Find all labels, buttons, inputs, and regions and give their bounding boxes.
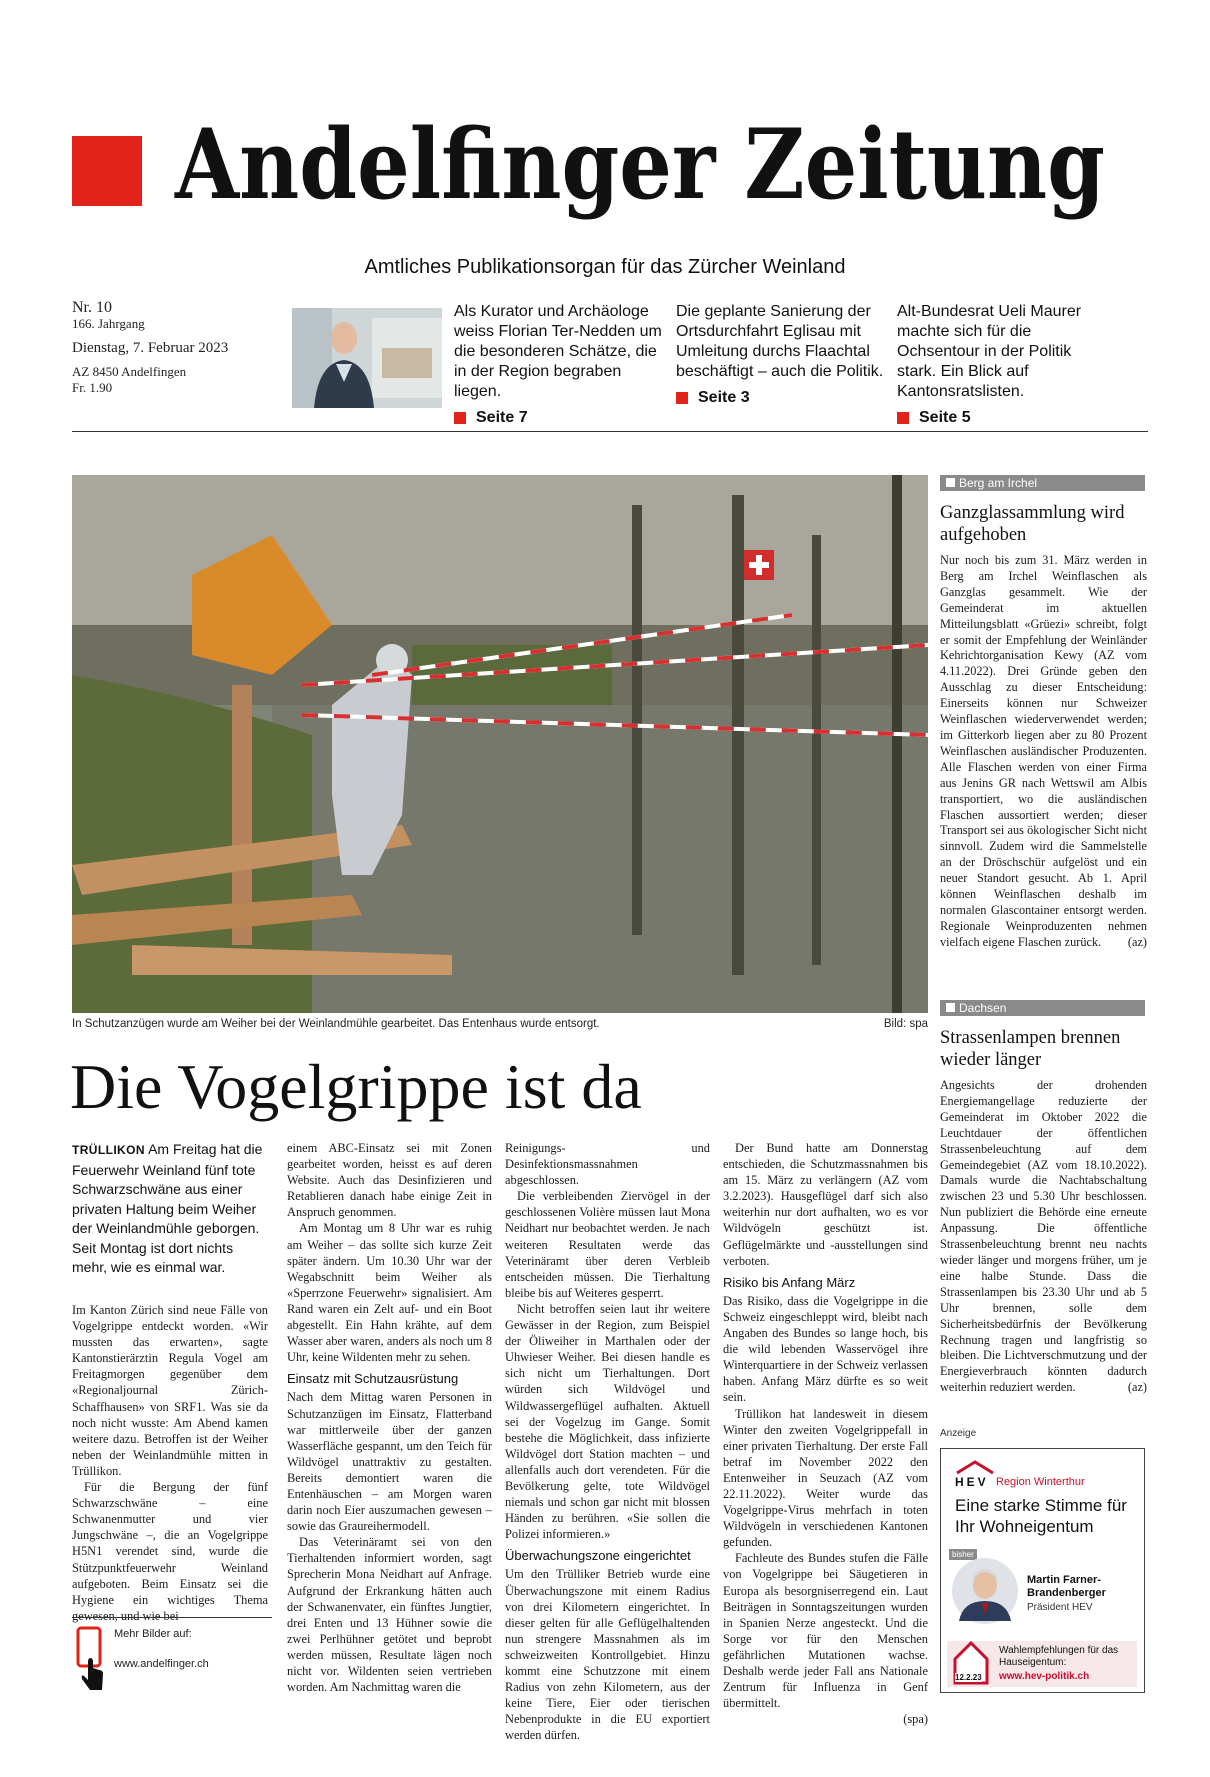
sidebar-signature: (az) xyxy=(1127,1380,1147,1395)
red-bullet-icon xyxy=(454,412,466,424)
teaser-3-page-link[interactable] xyxy=(897,408,1107,428)
issue-volume: 166. Jahrgang xyxy=(72,316,145,331)
article-lead xyxy=(72,1140,268,1278)
teaser-1[interactable] xyxy=(454,302,664,428)
masthead-subtitle: Amtliches Publikationsorgan für das Zürcher Weinland xyxy=(364,256,846,278)
paragraph: Um den Trülliker Betrieb wurde eine Überwachungszone mit einem Radius von drei Kilometern eingerichtet. In dieser gelten für alle Geflügelhaltenden nun strengere Massnahmen als im schweizweiten Kontrollgebiet. Hinzu kommt eine Schutzzone mit einem Radius von zehn Kilometern, aus der keine Tiere, Eier oder tierischen Nebenprodukte in die EU exportiert werden dürfen. xyxy=(505,1567,710,1743)
ad-date-badge: 12.2.23 xyxy=(955,1673,982,1682)
ad-badge: bisher xyxy=(949,1549,977,1560)
ad-role: Präsident HEV xyxy=(1027,1602,1093,1613)
more-pictures-url[interactable]: www.andelfinger.ch xyxy=(114,1658,209,1670)
red-bullet-icon xyxy=(676,392,688,404)
ad-portrait xyxy=(951,1557,1019,1625)
teaser-2-page-link[interactable] xyxy=(676,388,886,408)
teaser-2[interactable] xyxy=(676,302,886,408)
paragraph: einem ABC-Einsatz sei mit Zonen gearbeitet worden, heisst es auf deren Website. Auch das Desinfizieren und Retablieren danach habe einige Zeit in Anspruch genommen. xyxy=(287,1141,492,1220)
kicker-label: Dachsen xyxy=(959,1001,1007,1015)
article-column-2 xyxy=(287,1140,492,1695)
house-roof-icon xyxy=(955,1459,995,1475)
hev-advertisement[interactable] xyxy=(940,1448,1145,1693)
ad-person: Martin Farner-Brandenberger xyxy=(1027,1574,1106,1599)
paragraph: Im Kanton Zürich sind neue Fälle von Vogelgrippe entdeckt worden. «Wir mussten das erwarten», sagte Kantonstierärztin Regula Vogel am Freitagmorgen gegenüber dem «Regionaljournal Zürich-Schaffhausen» von SRF1. Was sie da noch nicht wusste: Am Abend kamen weitere dazu. Betroffen ist der Weiher neben der Weinlandmühle mitten in Trüllikon. xyxy=(72,1303,268,1478)
issue-number: Nr. 10 xyxy=(72,299,112,316)
photo-credit: Bild: spa xyxy=(883,1018,928,1030)
subheading: Überwachungszone eingerichtet xyxy=(505,1548,691,1564)
subheading: Einsatz mit Schutzausrüstung xyxy=(287,1371,459,1387)
subheading: Risiko bis Anfang März xyxy=(723,1274,856,1290)
issue-info xyxy=(72,300,228,396)
teaser-1-text: Als Kurator und Archäologe weiss Florian Ter-Nedden um die besonderen Schätze, die in der Region begraben liegen. xyxy=(454,303,662,400)
more-pictures-box[interactable] xyxy=(72,1617,272,1697)
paragraph: Für die Bergung der fünf Schwarzschwäne – eine Schwanenmutter und vier Jungschwäne –, die an Vogelgrippe H5N1 verendet sind, wurde die Stützpunktfeuerwehr Weinland aufgeboten. Beim Einsatz sei die Hygiene ein wichtiges Thema gewesen, und wie bei xyxy=(72,1480,268,1623)
photo-caption: In Schutzanzügen wurde am Weiher bei der Weinlandmühle gearbeitet. Das Entenhaus wurde entsorgt. xyxy=(72,1018,600,1030)
sidebar-text: Angesichts der drohenden Energiemangellage reduzierte der Gemeinderat im Oktober 2022 die Leuchtdauer der öffentlichen Strassenbeleuchtung auf dem Gemeindegebiet (AZ vom 18.10.2022). Damals wurde die Nachtabschaltung zwischen 23 und 5.30 Uhr beschlossen. Nun publiziert die Behörde eine erneute Anpassung. Die öffentliche Strassenbeleuchtung brennt neu nachts wieder länger und morgens früher, um je eine halbe Stunde. Dass die Strassenlampen bis 23.30 Uhr und ab 5 Uhr brennen, solle dem Sicherheitsbedürfnis der Bevölkerung Rechnung tragen und langfristig so bleiben. Die Lichtverschmutzung und der Energieverbrauch könnten dadurch weiterhin reduziert werden. xyxy=(940,1078,1147,1395)
paragraph: Das Risiko, dass die Vogelgrippe in die Schweiz eingeschleppt wird, bleibt nach Angaben des Bundes so lange hoch, bis die wild lebenden Wasservögel ihre Winterquartiere in der Schweiz verlassen haben. Anfang März dürfte es so weit sein. xyxy=(723,1293,928,1405)
paragraph: Nach dem Mittag waren Personen in Schutzanzügen im Einsatz, Flatterband war mittlerweile über der ganzen Wasserfläche gespannt, um den Teich für Wildvögel unattraktiv zu gestalten. Bereits demontiert waren die Entenhäuschen – am Morgen waren darin noch Eier auszumachen gewesen – sowie das Graureihermodell. xyxy=(287,1390,492,1534)
teaser-portrait-photo[interactable] xyxy=(292,308,442,408)
paragraph: Das Veterinäramt sei von den Tierhaltenden informiert worden, sagt Sprecherin Mona Neidhart auf Anfrage. Aufgrund der Erkrankung hätten auch der Schwanenvater, ein fünftes Jungtier, drei Enten und 13 Hühner sowie die zwei Perlhühner getötet und beprobt werden müssen, Resultate lägen noch nicht vor. Wildenten seien vertrieben worden. Am Nachmittag waren die xyxy=(287,1535,492,1695)
paragraph: Am Montag um 8 Uhr war es ruhig am Weiher – das sollte sich kurze Zeit später ändern. Um 10.30 Uhr war der Wegabschnitt beim Weiher als «Sperrzone Feuerwehr» signalisiert. Am Rand waren ein Zelt auf- und ein Boot abgestellt. Ein Hahn krähte, auf dem Wasser aber waren, anders als noch um 8 Uhr, keine Wildenten mehr zu sehen. xyxy=(287,1221,492,1365)
teaser-2-page: Seite 3 xyxy=(698,389,750,406)
article-signature: (spa) xyxy=(903,1712,928,1727)
ad-cta: Wahlempfehlungen für das Hauseigentum: xyxy=(999,1645,1119,1668)
dateline: TRÜLLIKON xyxy=(72,1143,145,1157)
sidebar-body-2 xyxy=(940,1078,1147,1396)
phone-tap-icon xyxy=(76,1626,106,1692)
paragraph: Reinigungs- und Desinfektionsmassnahmen abgeschlossen. xyxy=(505,1141,710,1188)
paragraph: Fachleute des Bundes stufen die Fälle von Vogelgrippe bei Säugetieren in Europa als besorgniserregend ein. Laut Beiträgen in Sonntagszeitungen wurden in Spanien Nerze angesteckt. Und die Sorge vor für den Menschen gefährlichen Mutationen wachse. Deshalb werde jeder Fall ans Nationale Zentrum für Influenza in Genf übermittelt. xyxy=(723,1551,928,1711)
paragraph: Der Bund hatte am Donnerstag entschieden, die Schutzmassnahmen bis am 15. März zu verlängern (AZ vom 3.2.2023). Hausgeflügel darf sich also weiterhin nur dort aufhalten, wo es vor Wildvögeln geschützt ist. Geflügelmärkte und -ausstellungen sind verboten. xyxy=(723,1141,928,1268)
brand-square-logo xyxy=(72,136,142,206)
teaser-1-page: Seite 7 xyxy=(476,409,528,426)
masthead-title: Andelfinger Zeitung xyxy=(174,108,1106,221)
ad-headline: Eine starke Stimme für Ihr Wohneigentum xyxy=(955,1496,1127,1536)
article-column-4 xyxy=(723,1140,928,1727)
sidebar-signature: (az) xyxy=(1127,934,1147,949)
ad-url[interactable]: www.hev-politik.ch xyxy=(999,1671,1090,1682)
kicker-square-icon xyxy=(946,478,955,487)
paragraph: Trüllikon hat landesweit in diesem Winter den zweiten Vogelgrippefall in einer privaten Tierhaltung. Der erste Fall betraf im November 2022 den Entenweiher in Seuzach (AZ vom 22.11.2022). Weiter wurde das Vogelgrippe-Virus mehrfach in toten Wildvögeln in verschiedenen Kantonen gefunden. xyxy=(723,1406,928,1550)
ad-label: Anzeige xyxy=(940,1428,977,1439)
sidebar-text: Nur noch bis zum 31. März werden in Berg am Irchel Weinflaschen als Ganzglas gesammelt. Wie der Gemeinderat im aktuellen Mitteilungsblatt «Grüezi» schreibt, folgt er somit der Empfehlung der Weinländer Kehrichtorganisation Kewy (AZ vom 4.11.2022). Drei Gründe geben den Ausschlag zu dieser Entscheidung: Einerseits können nur Schweizer Weinflaschen wiederverwendet werden; im Gitterkorb liegen aber zu 80 Prozent Weinflaschen ausländischer Produzenten. Alle Flaschen werden von einer Firma aus Jenins GR nach Wettswil am Albis transportiert, wo die ausländischen Flaschen aussortiert werden; dieser Transport sei aus ökologischer Sicht nicht sinnvoll. Zudem wird die Sammelstelle an der Dröschschür aufgelöst und ein neuer Standort gesucht. Ab 1. April können Weinflaschen deshalb im normalen Glascontainer entsorgt werden. Regionale Weinproduzenten nehmen vielfach eigene Flaschen zurück. xyxy=(940,553,1147,949)
paragraph: Die verbleibenden Ziervögel in der geschlossenen Volière müssen laut Mona Neidhart nur beobachtet werden. Je nach weiteren Resultaten werde das Veterinäramt über deren Verbleib entscheiden müssen. Die Tierhaltung bleibe bis auf Weiteres gesperrt. xyxy=(505,1189,710,1300)
kicker-square-icon xyxy=(946,1003,955,1012)
masthead-logo xyxy=(160,70,1120,260)
sidebar-title-1[interactable]: Ganzglassammlung wird aufgehoben xyxy=(940,503,1125,545)
teaser-3-text: Alt-Bundesrat Ueli Maurer machte sich für die Ochsentour in der Politik stark. Ein Blick auf Kantonsratslisten. xyxy=(897,303,1082,400)
issue-price: Fr. 1.90 xyxy=(72,380,113,395)
lead-text: Am Freitag hat die Feuerwehr Weinland fünf tote Schwarzschwäne aus einer privaten Haltung beim Weiher der Weinlandmühle geborgen. Seit Montag ist dort nichts mehr, wie es einmal war. xyxy=(72,1141,263,1275)
sidebar-title-2[interactable]: Strassenlampen brennen wieder länger xyxy=(940,1028,1121,1070)
sidebar-kicker-2 xyxy=(940,1000,1145,1016)
teaser-3[interactable] xyxy=(897,302,1107,428)
header-divider xyxy=(72,431,1148,432)
sidebar-kicker-1 xyxy=(940,475,1145,491)
teaser-2-text: Die geplante Sanierung der Ortsdurchfahrt Eglisau mit Umleitung durchs Flaachtal beschäftigt – auch die Politik. xyxy=(676,303,884,380)
ad-brand: HEV xyxy=(955,1475,989,1489)
teaser-3-page: Seite 5 xyxy=(919,409,971,426)
more-pictures-label: Mehr Bilder auf: xyxy=(114,1628,192,1640)
ad-region: Region Winterthur xyxy=(996,1476,1085,1488)
red-bullet-icon xyxy=(897,412,909,424)
main-story-photo[interactable] xyxy=(72,475,928,1013)
kicker-label: Berg am Irchel xyxy=(959,476,1038,490)
article-column-1 xyxy=(72,1302,268,1624)
issue-az: AZ 8450 Andelfingen xyxy=(72,364,187,379)
article-column-3 xyxy=(505,1140,710,1743)
paragraph: Nicht betroffen seien laut ihr weitere Gewässer in der Region, zum Beispiel der Öliweiher in Marthalen oder der Uhwieser Weiher. Bei diesen handle es sich nicht um Tierhaltungen. Dort würden sich Wildvögel und Wildwassergeflügel aufhalten. Aktuell sei der Vogelzug im Gange. Somit bestehe die Möglichkeit, dass infizierte Wildvögel dort Station machten – und allenfalls auch dort verendeten. Für die Bevölkerung gelte, tote Wildvögel niemals und schon gar nicht mit blossen Händen zu berühren. «Sie sollen die Polizei informieren.» xyxy=(505,1301,710,1542)
main-headline[interactable]: Die Vogelgrippe ist da xyxy=(70,1051,642,1122)
teaser-1-page-link[interactable] xyxy=(454,408,664,428)
sidebar-body-1 xyxy=(940,553,1147,951)
issue-date: Dienstag, 7. Februar 2023 xyxy=(72,340,229,356)
